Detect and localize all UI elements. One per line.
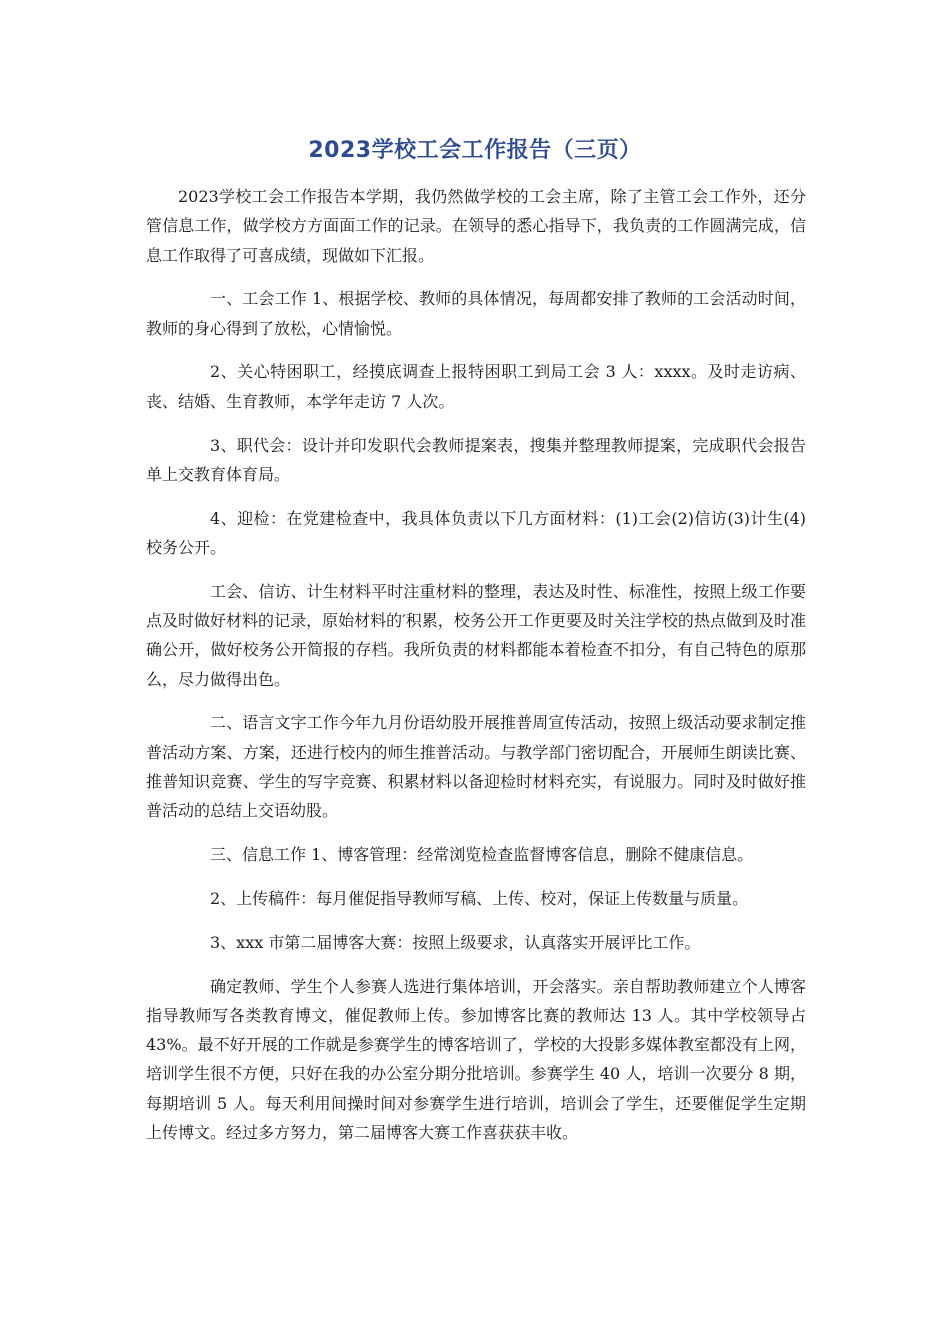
- paragraph-union-work-4: 4、迎检：在党建检查中，我具体负责以下几方面材料：(1)工会(2)信访(3)计生(4)校务公开。: [146, 508, 806, 557]
- paragraph-info-work-2: 2、上传稿件：每月催促指导教师写稿、上传、校对，保证上传数量与质量。: [210, 888, 749, 908]
- paragraph-union-work-1: 一、工会工作 1、根据学校、教师的具体情况，每周都安排了教师的工会活动时间，教师的身心得到了放松，心情愉悦。: [146, 289, 806, 338]
- document-title: 2023学校工会工作报告（三页）: [308, 138, 642, 163]
- paragraph-union-work-2: 2、关心特困职工，经摸底调查上报特困职工到局工会 3 人：xxxx。及时走访病、丧、结婚、生育教师，本学年走访 7 人次。: [146, 362, 806, 411]
- paragraph-union-work-3: 3、职代会：设计并印发职代会教师提案表，搜集并整理教师提案，完成职代会报告单上交教育体育局。: [146, 435, 806, 484]
- paragraph-blog-contest: 确定教师、学生个人参赛人选进行集体培训，开会落实。亲自帮助教师建立个人博客指导教师写各类教育博文，催促教师上传。参加博客比赛的教师达 13 人。其中学校领导占 43%。最不好开展的工作就是参赛学生的博客培训了，学校的大投影多媒体教室都没有上网，培训学生很不方便，只好在我的办公室分期分批培训。参赛学生 40 人，培训一次要分 8 期，每期培训 5 人。每天利用间操时间对参赛学生进行培训，培训会了学生，还要催促学生定期上传博文。经过多方努力，第二届博客大赛工作喜获获丰收。: [146, 976, 806, 1143]
- paragraph-intro: 2023学校工会工作报告本学期，我仍然做学校的工会主席，除了主管工会工作外，还分管信息工作，做学校方方面面工作的记录。在领导的悉心指导下，我负责的工作圆满完成，信息工作取得了可喜成绩，现做如下汇报。: [146, 187, 806, 265]
- document-body: [146, 182, 806, 1162]
- paragraph-info-work-3: 3、xxx 市第二届博客大赛：按照上级要求，认真落实开展评比工作。: [210, 932, 701, 952]
- paragraph-materials: 工会、信访、计生材料平时注重材料的整理，表达及时性、标准性，按照上级工作要点及时做好材料的记录，原始材料的′积累，校务公开工作更要及时关注学校的热点做到及时准确公开，做好校务公开简报的存档。我所负责的材料都能本着检查不扣分，有自己特色的原那么，尽力做得出色。: [146, 581, 806, 689]
- paragraph-language-work: 二、语言文字工作今年九月份语幼股开展推普周宣传活动，按照上级活动要求制定推普活动方案、方案，还进行校内的师生推普活动。与教学部门密切配合，开展师生朗读比赛、推普知识竞赛、学生的写字竞赛、积累材料以备迎检时材料充实，有说服力。同时及时做好推普活动的总结上交语幼股。: [146, 713, 806, 821]
- paragraph-info-work-1: 三、信息工作 1、博客管理：经常浏览检查监督博客信息，删除不健康信息。: [210, 845, 754, 865]
